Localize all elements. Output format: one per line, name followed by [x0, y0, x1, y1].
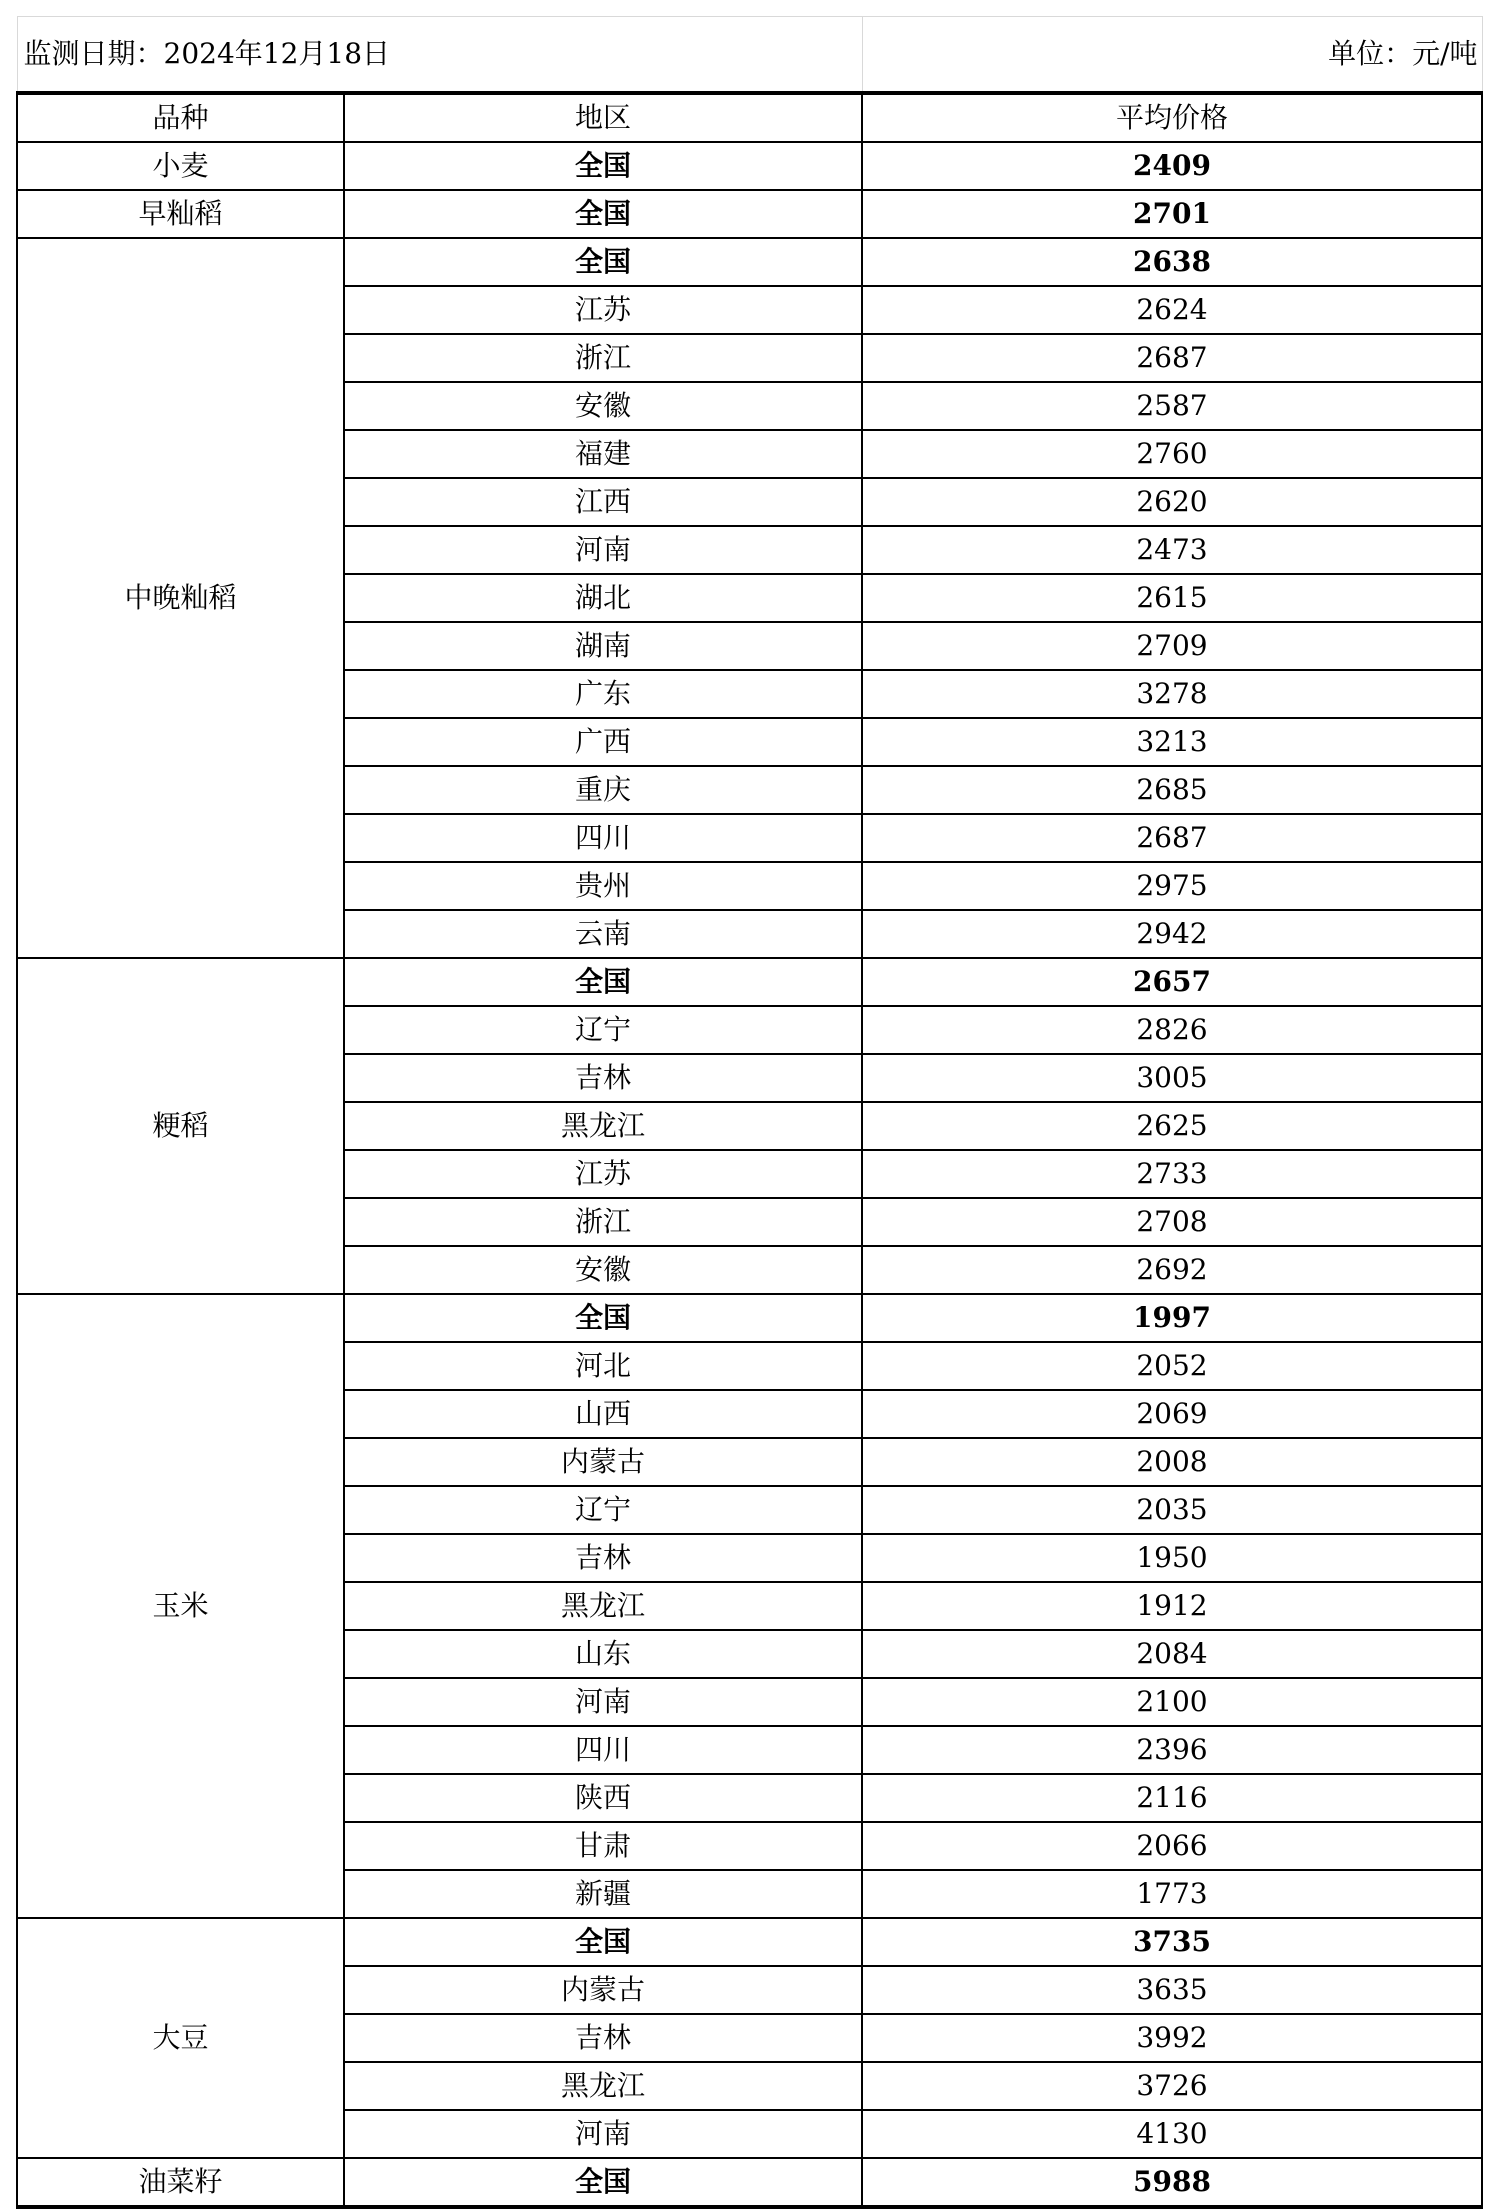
price-cell: 2760 [862, 430, 1482, 478]
price-cell: 2687 [862, 334, 1482, 382]
price-cell: 2687 [862, 814, 1482, 862]
price-cell: 3735 [862, 1918, 1482, 1966]
region-cell: 四川 [344, 814, 862, 862]
region-cell: 全国 [344, 958, 862, 1006]
region-cell: 陕西 [344, 1774, 862, 1822]
region-cell: 贵州 [344, 862, 862, 910]
price-cell: 2709 [862, 622, 1482, 670]
region-cell: 江苏 [344, 1150, 862, 1198]
variety-cell: 中晚籼稻 [17, 238, 344, 958]
price-cell: 2624 [862, 286, 1482, 334]
price-cell: 2638 [862, 238, 1482, 286]
price-cell: 2052 [862, 1342, 1482, 1390]
region-cell: 全国 [344, 190, 862, 238]
price-cell: 2701 [862, 190, 1482, 238]
table-row [17, 142, 1482, 190]
region-cell: 全国 [344, 142, 862, 190]
price-cell: 3992 [862, 2014, 1482, 2062]
region-cell: 四川 [344, 1726, 862, 1774]
region-cell: 湖南 [344, 622, 862, 670]
price-cell: 2620 [862, 478, 1482, 526]
column-header-region: 地区 [344, 93, 862, 142]
price-cell: 2035 [862, 1486, 1482, 1534]
price-cell: 3278 [862, 670, 1482, 718]
price-cell: 3213 [862, 718, 1482, 766]
variety-cell: 小麦 [17, 142, 344, 190]
table-row [17, 238, 1482, 286]
column-header-variety: 品种 [17, 93, 344, 142]
price-cell: 2396 [862, 1726, 1482, 1774]
region-cell: 全国 [344, 238, 862, 286]
region-cell: 内蒙古 [344, 1966, 862, 2014]
region-cell: 全国 [344, 2158, 862, 2207]
region-cell: 河南 [344, 2110, 862, 2158]
unit-label: 单位：元/吨 [862, 17, 1482, 94]
price-cell: 2100 [862, 1678, 1482, 1726]
price-cell: 5988 [862, 2158, 1482, 2207]
price-cell: 2657 [862, 958, 1482, 1006]
region-cell: 云南 [344, 910, 862, 958]
region-cell: 吉林 [344, 2014, 862, 2062]
monitor-date: 监测日期：2024年12月18日 [17, 17, 862, 94]
region-cell: 黑龙江 [344, 1102, 862, 1150]
region-cell: 辽宁 [344, 1486, 862, 1534]
region-cell: 重庆 [344, 766, 862, 814]
price-cell: 4130 [862, 2110, 1482, 2158]
price-cell: 3635 [862, 1966, 1482, 2014]
price-cell: 2066 [862, 1822, 1482, 1870]
region-cell: 新疆 [344, 1870, 862, 1918]
price-cell: 2826 [862, 1006, 1482, 1054]
region-cell: 江西 [344, 478, 862, 526]
column-header-price: 平均价格 [862, 93, 1482, 142]
region-cell: 江苏 [344, 286, 862, 334]
table-row [17, 2158, 1482, 2207]
price-cell: 3005 [862, 1054, 1482, 1102]
region-cell: 全国 [344, 1918, 862, 1966]
price-cell: 1997 [862, 1294, 1482, 1342]
region-cell: 湖北 [344, 574, 862, 622]
price-cell: 3726 [862, 2062, 1482, 2110]
table-row [17, 958, 1482, 1006]
meta-row [17, 17, 1482, 94]
region-cell: 黑龙江 [344, 2062, 862, 2110]
price-cell: 1773 [862, 1870, 1482, 1918]
region-cell: 山东 [344, 1630, 862, 1678]
variety-cell: 玉米 [17, 1294, 344, 1918]
variety-cell: 大豆 [17, 1918, 344, 2158]
region-cell: 黑龙江 [344, 1582, 862, 1630]
region-cell: 甘肃 [344, 1822, 862, 1870]
price-cell: 2942 [862, 910, 1482, 958]
region-cell: 广西 [344, 718, 862, 766]
price-cell: 2473 [862, 526, 1482, 574]
region-cell: 河南 [344, 1678, 862, 1726]
price-cell: 2975 [862, 862, 1482, 910]
price-cell: 2692 [862, 1246, 1482, 1294]
table-body [17, 142, 1482, 2207]
price-cell: 2587 [862, 382, 1482, 430]
variety-cell: 油菜籽 [17, 2158, 344, 2207]
region-cell: 浙江 [344, 1198, 862, 1246]
region-cell: 全国 [344, 1294, 862, 1342]
column-header-row [17, 93, 1482, 142]
region-cell: 吉林 [344, 1054, 862, 1102]
price-cell: 1912 [862, 1582, 1482, 1630]
table-row [17, 190, 1482, 238]
price-cell: 2708 [862, 1198, 1482, 1246]
region-cell: 辽宁 [344, 1006, 862, 1054]
price-cell: 2116 [862, 1774, 1482, 1822]
price-cell: 2084 [862, 1630, 1482, 1678]
region-cell: 吉林 [344, 1534, 862, 1582]
region-cell: 福建 [344, 430, 862, 478]
variety-cell: 早籼稻 [17, 190, 344, 238]
price-cell: 2685 [862, 766, 1482, 814]
table-row [17, 1918, 1482, 1966]
price-cell: 1950 [862, 1534, 1482, 1582]
region-cell: 安徽 [344, 382, 862, 430]
table-row [17, 1294, 1482, 1342]
region-cell: 河南 [344, 526, 862, 574]
region-cell: 广东 [344, 670, 862, 718]
price-cell: 2008 [862, 1438, 1482, 1486]
region-cell: 安徽 [344, 1246, 862, 1294]
price-cell: 2733 [862, 1150, 1482, 1198]
price-cell: 2615 [862, 574, 1482, 622]
region-cell: 内蒙古 [344, 1438, 862, 1486]
region-cell: 山西 [344, 1390, 862, 1438]
price-cell: 2069 [862, 1390, 1482, 1438]
region-cell: 河北 [344, 1342, 862, 1390]
price-cell: 2409 [862, 142, 1482, 190]
region-cell: 浙江 [344, 334, 862, 382]
price-table [16, 16, 1483, 2209]
price-cell: 2625 [862, 1102, 1482, 1150]
variety-cell: 粳稻 [17, 958, 344, 1294]
